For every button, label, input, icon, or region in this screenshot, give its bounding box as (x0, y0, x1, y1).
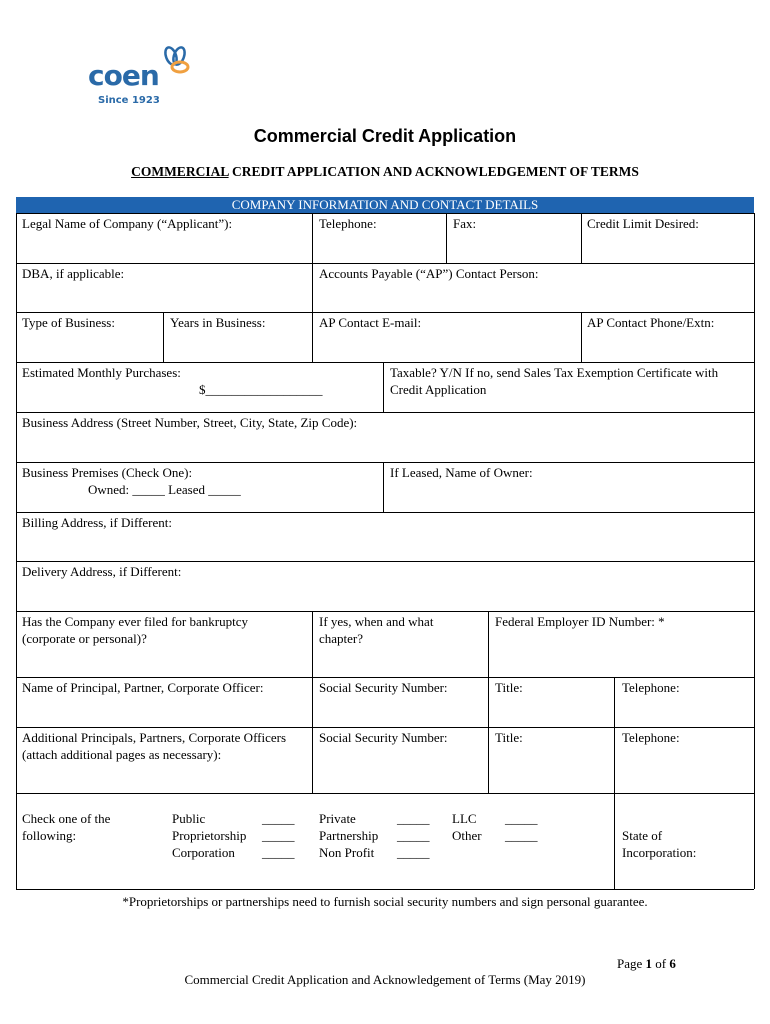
row-line (16, 512, 754, 513)
column-line (446, 213, 447, 263)
bankruptcy-label[interactable]: Has the Company ever filed for bankruptcy (corporate or personal)? (22, 614, 248, 646)
subtitle-rest: CREDIT APPLICATION AND ACKNOWLEDGEMENT OF TERMS (228, 164, 639, 179)
logo-tagline: Since 1923 (98, 95, 160, 106)
business-address-label[interactable]: Business Address (Street Number, Street, City, State, Zip Code): (22, 415, 358, 430)
row-line (16, 727, 754, 728)
section-header: COMPANY INFORMATION AND CONTACT DETAILS (16, 197, 754, 213)
row-line (16, 213, 754, 214)
entity-blanks-col1[interactable]: _____ _____ _____ (262, 811, 295, 860)
page-of: of (652, 956, 670, 971)
page-prefix: Page (617, 956, 646, 971)
row-line (16, 462, 754, 463)
page-footer: Commercial Credit Application and Acknowledgement of Terms (May 2019) (184, 972, 586, 987)
column-line (614, 677, 615, 793)
delivery-address-label[interactable]: Delivery Address, if Different: (22, 564, 182, 579)
fein-label[interactable]: Federal Employer ID Number: * (495, 614, 665, 629)
legal-name-label[interactable]: Legal Name of Company (“Applicant”): (22, 216, 233, 231)
page-current: 1 (645, 956, 653, 971)
billing-address-label[interactable]: Billing Address, if Different: (22, 515, 172, 530)
row-line (16, 263, 754, 264)
telephone-label-1[interactable]: Telephone: (622, 680, 680, 695)
monthly-purchases-blank[interactable]: $__________________ (199, 382, 323, 397)
column-line (383, 362, 384, 412)
column-line (312, 213, 313, 362)
column-line (614, 793, 615, 889)
ap-contact-label[interactable]: Accounts Payable (“AP”) Contact Person: (319, 266, 539, 281)
subtitle-underlined: COMMERCIAL (131, 164, 229, 179)
bankruptcy-when-label[interactable]: If yes, when and what chapter? (319, 614, 434, 646)
column-line (488, 611, 489, 793)
row-line (16, 561, 754, 562)
guarantee-note: *Proprietorships or partnerships need to furnish social security numbers and sign personal guarantee. (122, 894, 648, 909)
state-of-incorporation-label[interactable]: State of Incorporation: (622, 828, 697, 860)
dba-label[interactable]: DBA, if applicable: (22, 266, 125, 281)
telephone-label-2[interactable]: Telephone: (622, 730, 680, 745)
entity-options-col2: Private Partnership Non Profit (319, 811, 379, 860)
type-of-business-label[interactable]: Type of Business: (22, 315, 115, 330)
page-number (617, 956, 676, 972)
column-line (581, 213, 582, 263)
column-line (383, 462, 384, 512)
title-label-2[interactable]: Title: (495, 730, 523, 745)
page-subtitle (0, 164, 770, 180)
years-in-business-label[interactable]: Years in Business: (170, 315, 266, 330)
row-line (16, 312, 754, 313)
row-line (16, 889, 754, 890)
monthly-purchases-label[interactable]: Estimated Monthly Purchases: (22, 365, 181, 380)
check-one-label: Check one of the following: (22, 811, 111, 843)
leased-owner-label[interactable]: If Leased, Name of Owner: (390, 465, 533, 480)
column-line (581, 312, 582, 362)
row-line (16, 677, 754, 678)
title-label-1[interactable]: Title: (495, 680, 523, 695)
entity-blanks-col2[interactable]: _____ _____ _____ (397, 811, 430, 860)
row-line (16, 362, 754, 363)
row-line (16, 793, 754, 794)
telephone-label[interactable]: Telephone: (319, 216, 377, 231)
company-logo (88, 45, 203, 110)
entity-blanks-col3[interactable]: _____ _____ (505, 811, 538, 843)
business-premises-label: Business Premises (Check One): (22, 465, 193, 480)
ap-phone-label[interactable]: AP Contact Phone/Extn: (587, 315, 715, 330)
principal-label[interactable]: Name of Principal, Partner, Corporate Officer: (22, 680, 264, 695)
column-line (754, 213, 755, 889)
entity-options-col3: LLC Other (452, 811, 482, 843)
logo-wordmark: coen (88, 59, 159, 92)
page-title: Commercial Credit Application (253, 126, 517, 146)
ssn-label-1[interactable]: Social Security Number: (319, 680, 448, 695)
entity-options-col1: Public Proprietorship Corporation (172, 811, 247, 860)
ssn-label-2[interactable]: Social Security Number: (319, 730, 448, 745)
taxable-label[interactable]: Taxable? Y/N If no, send Sales Tax Exemption Certificate with Credit Application (390, 365, 719, 397)
row-line (16, 412, 754, 413)
butterfly-icon (160, 45, 190, 75)
premises-options[interactable]: Owned: _____ Leased _____ (88, 482, 241, 497)
column-line (16, 213, 17, 889)
credit-limit-label[interactable]: Credit Limit Desired: (587, 216, 699, 231)
fax-label[interactable]: Fax: (453, 216, 477, 231)
column-line (312, 611, 313, 793)
additional-principals-label[interactable]: Additional Principals, Partners, Corporate Officers (attach additional pages as necessary): (22, 730, 287, 762)
ap-email-label[interactable]: AP Contact E-mail: (319, 315, 422, 330)
page-total: 6 (669, 956, 676, 971)
column-line (163, 312, 164, 362)
row-line (16, 611, 754, 612)
